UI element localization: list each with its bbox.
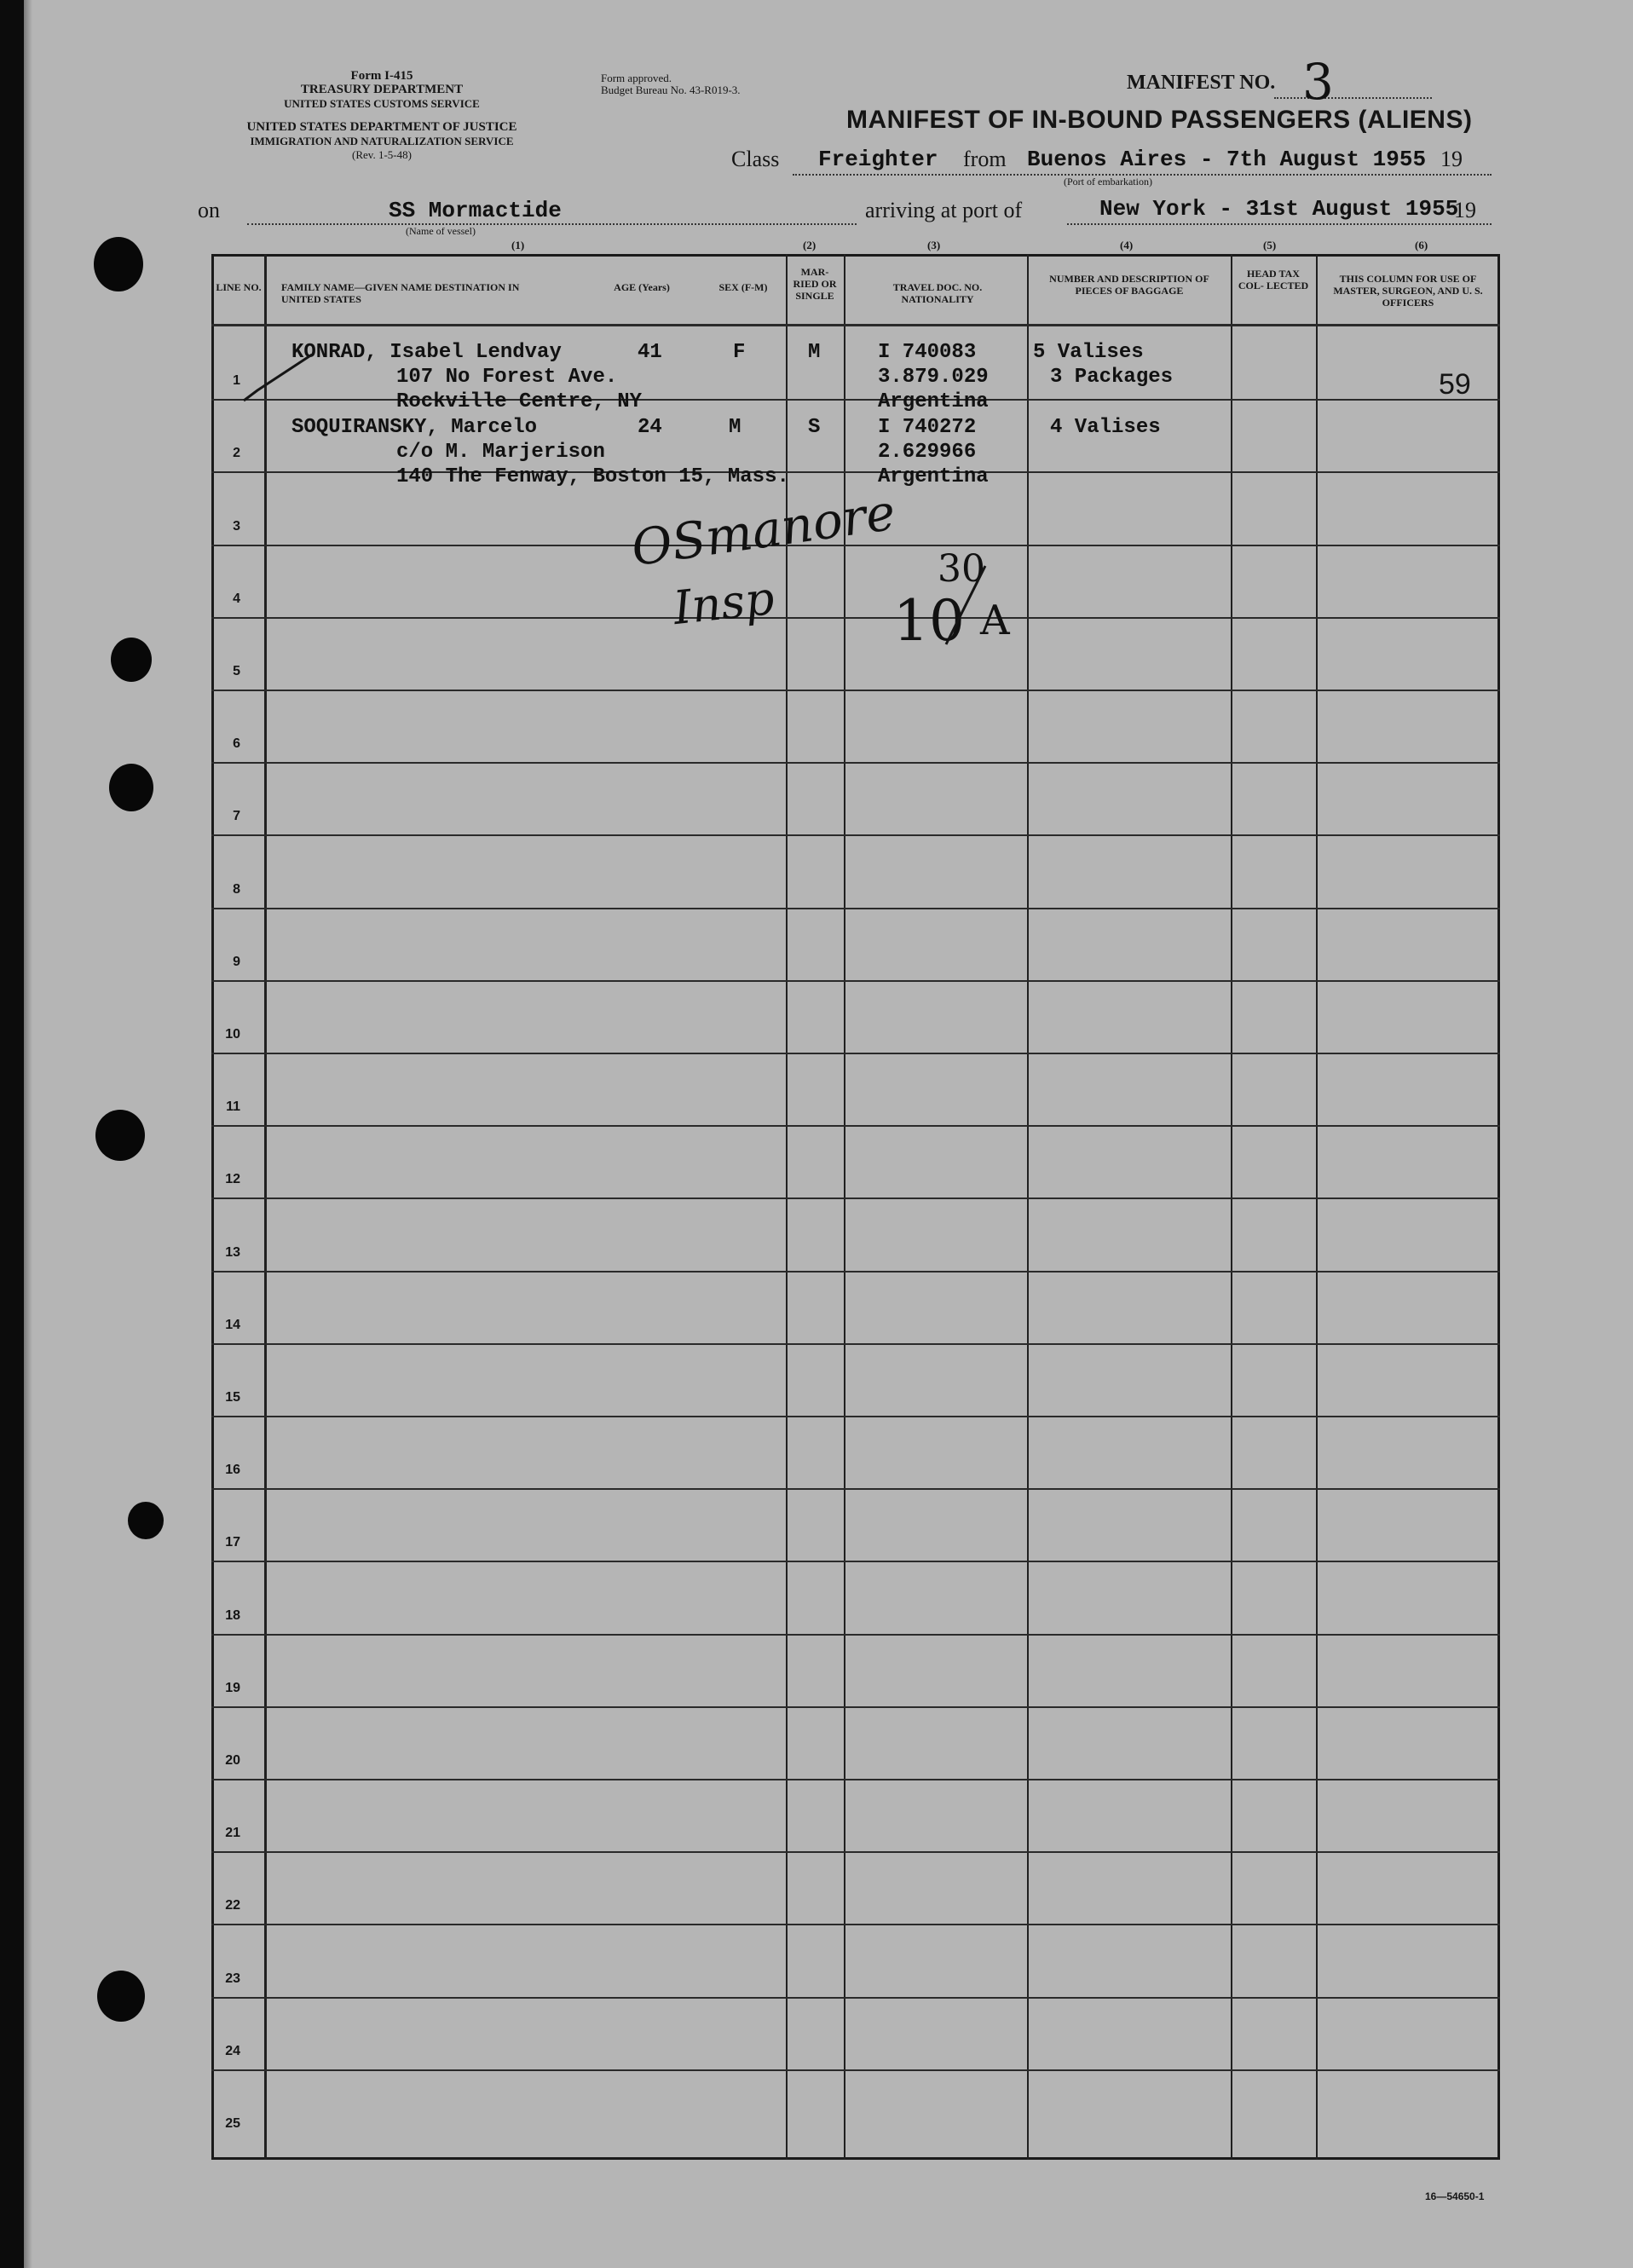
col-number-4: (4) [1120,239,1134,251]
line-number: 25 [225,2116,240,2131]
passenger-1-age: 41 [638,341,662,364]
row-divider [211,1997,1500,1999]
class-label: Class [731,147,780,171]
line-number: 5 [233,664,240,678]
passenger-1-doc-number: I 740083 [878,341,977,364]
ins-service: IMMIGRATION AND NATURALIZATION SERVICE [250,135,514,147]
line-number: 13 [225,1245,240,1260]
passenger-1-officer-note: 59 [1439,368,1471,401]
row-divider [211,1053,1500,1054]
row-divider [211,1851,1500,1853]
arrival-value: New York - 31st August 1955 [1099,196,1459,222]
binder-hole-4 [95,1110,145,1161]
line-number: 24 [225,2044,240,2058]
binder-hole-3 [109,764,153,811]
passenger-1-baggage-2: 3 Packages [1050,366,1174,389]
passenger-2-address-1: c/o M. Marjerison [396,441,605,464]
inspector-signature: OSmanore [627,482,899,578]
passenger-2-address-2: 140 The Fenway, Boston 15, Mass. [396,465,789,488]
manifest-no-underline [1274,97,1432,99]
on-label: on [198,198,220,222]
header-name: FAMILY NAME—GIVEN NAME DESTINATION IN UNITED STATES [281,281,520,305]
vessel-underline [247,223,857,225]
passenger-2-marital: S [808,416,821,439]
customs-service: UNITED STATES CUSTOMS SERVICE [284,97,480,110]
arriving-label: arriving at port of [865,198,1023,222]
line-number: 6 [233,736,240,751]
class-value: Freighter [818,147,938,172]
binder-hole-1 [94,237,143,291]
line-number: 8 [233,882,240,897]
passenger-2-name: SOQUIRANSKY, Marcelo [291,416,538,439]
row-divider [211,1706,1500,1708]
line-number: 15 [225,1390,240,1405]
manifest-no-label: MANIFEST NO. [1127,72,1276,94]
line-number: 10 [225,1027,240,1042]
binder-hole-5 [128,1502,164,1539]
header-head-tax: HEAD TAX COL- LECTED [1238,268,1309,291]
row-divider [211,1416,1500,1417]
passenger-1-nationality: Argentina [878,390,989,413]
header-travel-doc: TRAVEL DOC. NO. NATIONALITY [892,281,983,305]
from-label: from [963,147,1007,171]
line-number: 22 [225,1898,240,1913]
passenger-1-address-2: Rockville Centre, NY [396,390,643,413]
form-print-code: 16—54650-1 [1425,2190,1485,2202]
line-number: 2 [233,446,240,460]
col-line-5 [1231,254,1232,2160]
binder-hole-6 [97,1971,145,2022]
row-divider [211,2069,1500,2071]
line-number: 17 [225,1535,240,1550]
line-number: 14 [225,1318,240,1332]
passenger-2-doc-number: I 740272 [878,416,977,439]
col-line-4 [1027,254,1029,2160]
passenger-1-address-1: 107 No Forest Ave. [396,366,618,389]
row-divider [211,1924,1500,1925]
passenger-2-age: 24 [638,416,662,439]
vessel-name: SS Mormactide [389,198,562,223]
col-line-6 [1316,254,1318,2160]
row-divider [211,1779,1500,1780]
check-mark [240,349,317,409]
passenger-1-marital: M [808,341,821,364]
header-officers: THIS COLUMN FOR USE OF MASTER, SURGEON, AND U. S. OFFICERS [1333,273,1483,309]
line-number: 19 [225,1681,240,1695]
header-sex: SEX (F-M) [718,281,768,293]
line-number: 12 [225,1172,240,1186]
col-number-2: (2) [803,239,816,251]
row-divider [211,1561,1500,1562]
row-divider [211,980,1500,982]
line-number: 21 [225,1826,240,1840]
row-divider [211,834,1500,836]
manifest-title: MANIFEST OF IN-BOUND PASSENGERS (ALIENS) [846,106,1473,134]
justice-dept: UNITED STATES DEPARTMENT OF JUSTICE [246,120,517,134]
arrival-year: 19 [1454,198,1476,222]
passenger-1-name: KONRAD, Isabel Lendvay [291,341,562,364]
passenger-2-doc-number-2: 2.629966 [878,441,977,464]
line-number: 16 [225,1463,240,1477]
col-number-1: (1) [511,239,525,251]
row-divider [211,1488,1500,1490]
line-number: 20 [225,1753,240,1768]
line-number: 11 [226,1099,240,1114]
paper-edge [24,0,32,2268]
passenger-1-baggage-1: 5 Valises [1033,341,1144,364]
line-number: 9 [233,955,240,969]
passenger-1-doc-number-2: 3.879.029 [878,366,989,389]
line-number: 3 [233,519,240,534]
row-divider [211,1634,1500,1636]
col-line-1 [264,254,267,2160]
row-divider [211,1197,1500,1199]
header-baggage: NUMBER AND DESCRIPTION OF PIECES OF BAGGAGE [1049,273,1209,297]
form-number: Form I-415 [350,69,413,83]
passenger-2-nationality: Argentina [878,465,989,488]
form-approved: Form approved. [601,72,672,84]
passenger-1-sex: F [733,341,746,364]
port-caption: (Port of embarkation) [1064,176,1152,188]
year-prefix: 19 [1440,147,1463,171]
binder-hole-2 [111,638,152,682]
line-number: 7 [233,809,240,823]
inspector-title: Insp [671,570,777,636]
line-number: 23 [225,1971,240,1986]
inspection-time-minutes: 30 [938,547,985,591]
line-number: 18 [225,1608,240,1623]
line-number: 4 [233,592,240,606]
row-divider [211,908,1500,909]
budget-bureau: Budget Bureau No. 43-R019-3. [601,84,741,96]
row-divider [211,690,1500,691]
header-line-no: LINE NO. [216,281,262,293]
form-revision: (Rev. 1-5-48) [352,148,412,161]
row-divider [211,762,1500,764]
header-marital: MAR- RIED OR SINGLE [793,266,837,302]
line-number: 1 [233,373,240,388]
arrival-underline [1067,223,1492,225]
treasury-dept: TREASURY DEPARTMENT [300,83,464,96]
vessel-caption: (Name of vessel) [406,225,476,237]
inspection-time-suffix: A [980,597,1010,644]
row-divider [211,1271,1500,1273]
passenger-2-baggage-1: 4 Valises [1050,416,1161,439]
inspection-time: 10 [893,588,965,654]
header-divider [211,324,1500,326]
row-divider [211,617,1500,619]
row-divider [211,1343,1500,1345]
col-number-6: (6) [1415,239,1428,251]
header-age: AGE (Years) [614,281,670,293]
manifest-number: 3 [1302,53,1334,111]
from-value: Buenos Aires - 7th August 1955 [1027,147,1427,172]
col-number-3: (3) [927,239,941,251]
row-divider [211,1125,1500,1127]
passenger-2-sex: M [729,416,741,439]
col-number-5: (5) [1263,239,1277,251]
